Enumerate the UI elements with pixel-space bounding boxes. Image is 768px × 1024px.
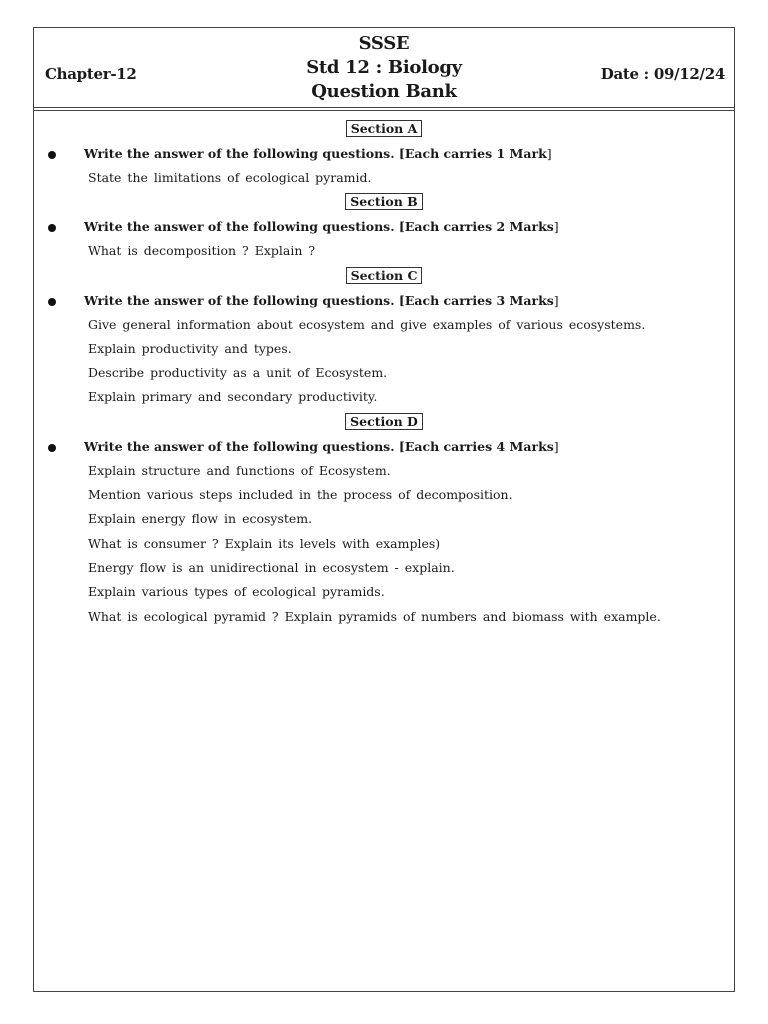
section-spacer (34, 625, 734, 630)
marks-value: 4 Marks (496, 438, 554, 454)
instruction-main: Write the answer of the following questions. (84, 146, 395, 161)
question-item: What is decomposition ? Explain ? (88, 243, 316, 259)
marks-note (399, 293, 559, 308)
bullet-icon (48, 298, 56, 306)
section-label: Section D (345, 413, 423, 430)
marks-prefix: [Each carries (398, 219, 497, 235)
marks-note (399, 439, 559, 454)
question-item: Give general information about ecosystem and give examples of various ecosystems. (88, 316, 646, 332)
document-type: Question Bank (311, 81, 457, 102)
bullet-icon (48, 224, 56, 232)
instruction-text (84, 219, 559, 235)
section-label-wrap (34, 191, 734, 210)
bullet-icon (48, 151, 56, 159)
question-item: Describe productivity as a unit of Ecosystem. (88, 365, 388, 381)
marks-suffix: ] (553, 219, 559, 235)
marks-value: 2 Marks (496, 219, 554, 235)
question-item: What is ecological pyramid ? Explain pyramids of numbers and biomass with example. (88, 608, 661, 624)
section-instruction (34, 430, 734, 455)
marks-suffix: ] (553, 438, 559, 454)
marks-value: 3 Marks (496, 292, 554, 308)
question-item: What is consumer ? Explain its levels with examples) (88, 535, 441, 551)
question-item: Explain energy flow in ecosystem. (88, 511, 313, 527)
marks-note (399, 146, 552, 161)
instruction-main: Write the answer of the following questions. (84, 292, 395, 308)
marks-note (399, 219, 559, 234)
question-item: State the limitations of ecological pyramid. (88, 170, 372, 185)
section-label: Section A (346, 120, 423, 137)
question-item: Explain various types of ecological pyramids. (88, 584, 385, 600)
marks-value: 1 Mark (496, 146, 547, 161)
header-divider-double (34, 110, 734, 111)
instruction-main: Write the answer of the following questions. (84, 219, 395, 235)
school-name: SSSE (358, 33, 410, 54)
question-item: Explain primary and secondary productivity. (88, 389, 378, 405)
question-item: Energy flow is an unidirectional in ecosystem - explain. (88, 559, 455, 575)
section-instruction (34, 284, 734, 309)
section-label-wrap (34, 118, 734, 137)
bullet-icon (48, 444, 56, 452)
header-divider (34, 107, 734, 108)
standard-subject: Std 12 : Biology (306, 57, 462, 78)
section-label-wrap (34, 265, 734, 284)
section-label: Section C (346, 267, 423, 284)
section-instruction (34, 137, 734, 162)
question-item: Mention various steps included in the process of decomposition. (88, 487, 513, 503)
section-label-wrap (34, 411, 734, 430)
marks-suffix: ] (546, 146, 552, 161)
instruction-text (84, 293, 559, 309)
marks-suffix: ] (553, 292, 559, 308)
marks-prefix: [Each carries (398, 146, 497, 161)
instruction-text (84, 439, 559, 455)
document-header (34, 28, 734, 108)
page-border (33, 27, 735, 992)
marks-prefix: [Each carries (398, 292, 497, 308)
question-item: Explain productivity and types. (88, 340, 292, 356)
chapter-label: Chapter-12 (45, 65, 137, 83)
section-instruction (34, 210, 734, 235)
date-label: Date : 09/12/24 (600, 65, 725, 83)
instruction-main: Write the answer of the following questions. (84, 438, 395, 454)
question-item: Explain structure and functions of Ecosystem. (88, 462, 391, 478)
marks-prefix: [Each carries (398, 438, 497, 454)
instruction-text (84, 146, 552, 162)
section-label: Section B (345, 193, 422, 210)
question-content (34, 118, 734, 630)
